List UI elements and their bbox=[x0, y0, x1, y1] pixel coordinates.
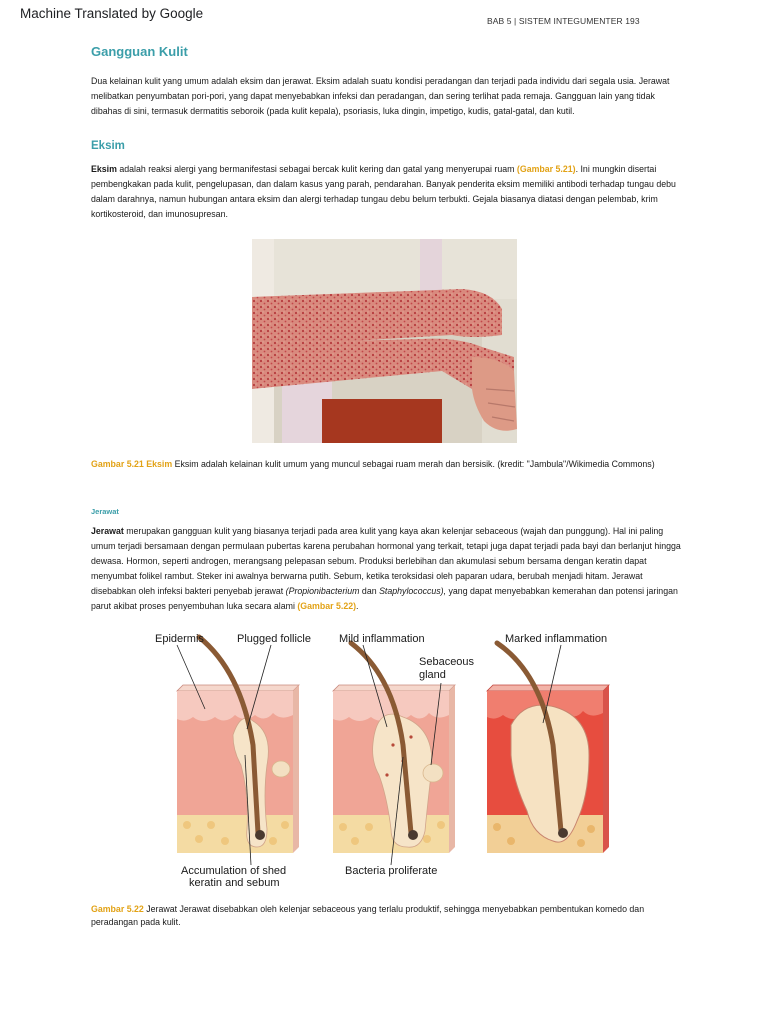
label-gland: gland bbox=[419, 669, 446, 681]
label-sebaceous: Sebaceous bbox=[419, 656, 475, 668]
figure-5-22-text: Jerawat Jerawat disebabkan oleh kelenjar sebaceous yang terlalu produktif, sehingga menyebabkan pembentukan komedo dan peradangan pada kulit. bbox=[91, 904, 645, 927]
label-bacteria-proliferate: Bacteria proliferate bbox=[345, 865, 438, 877]
eksim-term: Eksim bbox=[91, 164, 117, 174]
jerawat-term: Jerawat bbox=[91, 526, 124, 536]
figure-5-22-caption bbox=[91, 903, 683, 929]
eksim-paragraph bbox=[91, 162, 683, 222]
eksim-text-2: . Ini mungkin disertai pembengkakan pada kulit, pengelupasan, dan dalam kasus yang parah, pendarahan. Banyak penderita eksim memiliki antibodi terhadap tungau debu dalam darahnya, namun hubungan antara eksim dan alergi terhadap tungau debu belum terbukti. Gejala biasanya diatasi dengan pelembab, krim kortikosteroid, dan imunosupresan. bbox=[91, 164, 676, 219]
jerawat-italic-2: Staphylococcus), bbox=[379, 586, 447, 596]
jerawat-paragraph bbox=[91, 524, 683, 614]
label-epidermis: Epidermis bbox=[155, 633, 204, 645]
jerawat-heading: Jerawat bbox=[91, 507, 119, 516]
jerawat-text-2: dan bbox=[359, 586, 380, 596]
eczema-photo bbox=[252, 239, 517, 443]
jerawat-text-3: yang dapat menyebabkan kemerahan dan potensi jaringan parut akibat proses penyembuhan luka secara alami bbox=[91, 586, 678, 611]
jerawat-text-4: . bbox=[356, 601, 359, 611]
section-title: Gangguan Kulit bbox=[91, 44, 188, 59]
figure-5-21-caption bbox=[91, 458, 683, 471]
label-plugged-follicle: Plugged follicle bbox=[237, 633, 311, 645]
eksim-heading: Eksim bbox=[91, 140, 125, 152]
skin-block-3 bbox=[487, 643, 609, 853]
figure-5-21-label: Gambar 5.21 Eksim bbox=[91, 459, 173, 469]
intro-paragraph: Dua kelainan kulit yang umum adalah eksim dan jerawat. Eksim adalah suatu kondisi peradangan dan terjadi pada individu dari segala usia. Jerawat melibatkan penyumbatan pori-pori, yang dapat menyebabkan infeksi dan peradangan, dan sering terlihat pada remaja. Gangguan lain yang tidak dibahas di sini, termasuk dermatitis seboroik (pada kulit kepala), psoriasis, luka dingin, impetigo, kudis, gatal-gatal, dan kutil. bbox=[91, 76, 670, 116]
jerawat-text-1: merupakan gangguan kulit yang biasanya terjadi pada area kulit yang kaya akan kelenjar sebaceous (wajah dan punggung). Hal ini paling umum terjadi bersamaan dengan permulaan pubertas karena perubahan hormonal yang terkait, tetapi juga dapat terjadi pada bayi dan berlanjut hingga dewasa. Hormon, seperti androgen, merangsang pelepasan sebum. Produksi berlebihan dan akumulasi sebum bersama dengan keratin dapat menyumbat folikel rambut. Steker ini awalnya berwarna putih. Sebum, ketika teroksidasi oleh paparan udara, berubah menjadi hitam. Jerawat disebabkan oleh infeksi bakteri penyebab jerawat bbox=[91, 526, 681, 596]
jerawat-italic-1: (Propionibacterium bbox=[285, 586, 360, 596]
eksim-figure-ref[interactable]: (Gambar 5.21) bbox=[516, 164, 576, 174]
running-header: BAB 5 | SISTEM INTEGUMENTER 193 bbox=[487, 16, 640, 26]
label-accumulation-line-1: Accumulation of shed bbox=[181, 865, 287, 877]
skin-block-1 bbox=[177, 637, 299, 853]
figure-5-21-text: Eksim adalah kelainan kulit umum yang muncul sebagai ruam merah dan bersisik. (kredit: "Jambula"/Wikimedia Commons) bbox=[172, 459, 655, 469]
eksim-text-1: adalah reaksi alergi yang bermanifestasi sebagai bercak kulit kering dan gatal yang menyerupai ruam bbox=[116, 164, 517, 174]
label-accumulation-line-2: keratin and sebum bbox=[189, 877, 280, 889]
figure-5-22-label: Gambar 5.22 bbox=[91, 904, 144, 914]
acne-diagram bbox=[141, 625, 631, 890]
jerawat-figure-ref[interactable]: (Gambar 5.22) bbox=[297, 601, 357, 611]
machine-translation-banner: Machine Translated by Google bbox=[20, 6, 204, 21]
label-mild-inflammation: Mild inflammation bbox=[339, 633, 425, 645]
label-marked-inflammation: Marked inflammation bbox=[505, 633, 608, 645]
